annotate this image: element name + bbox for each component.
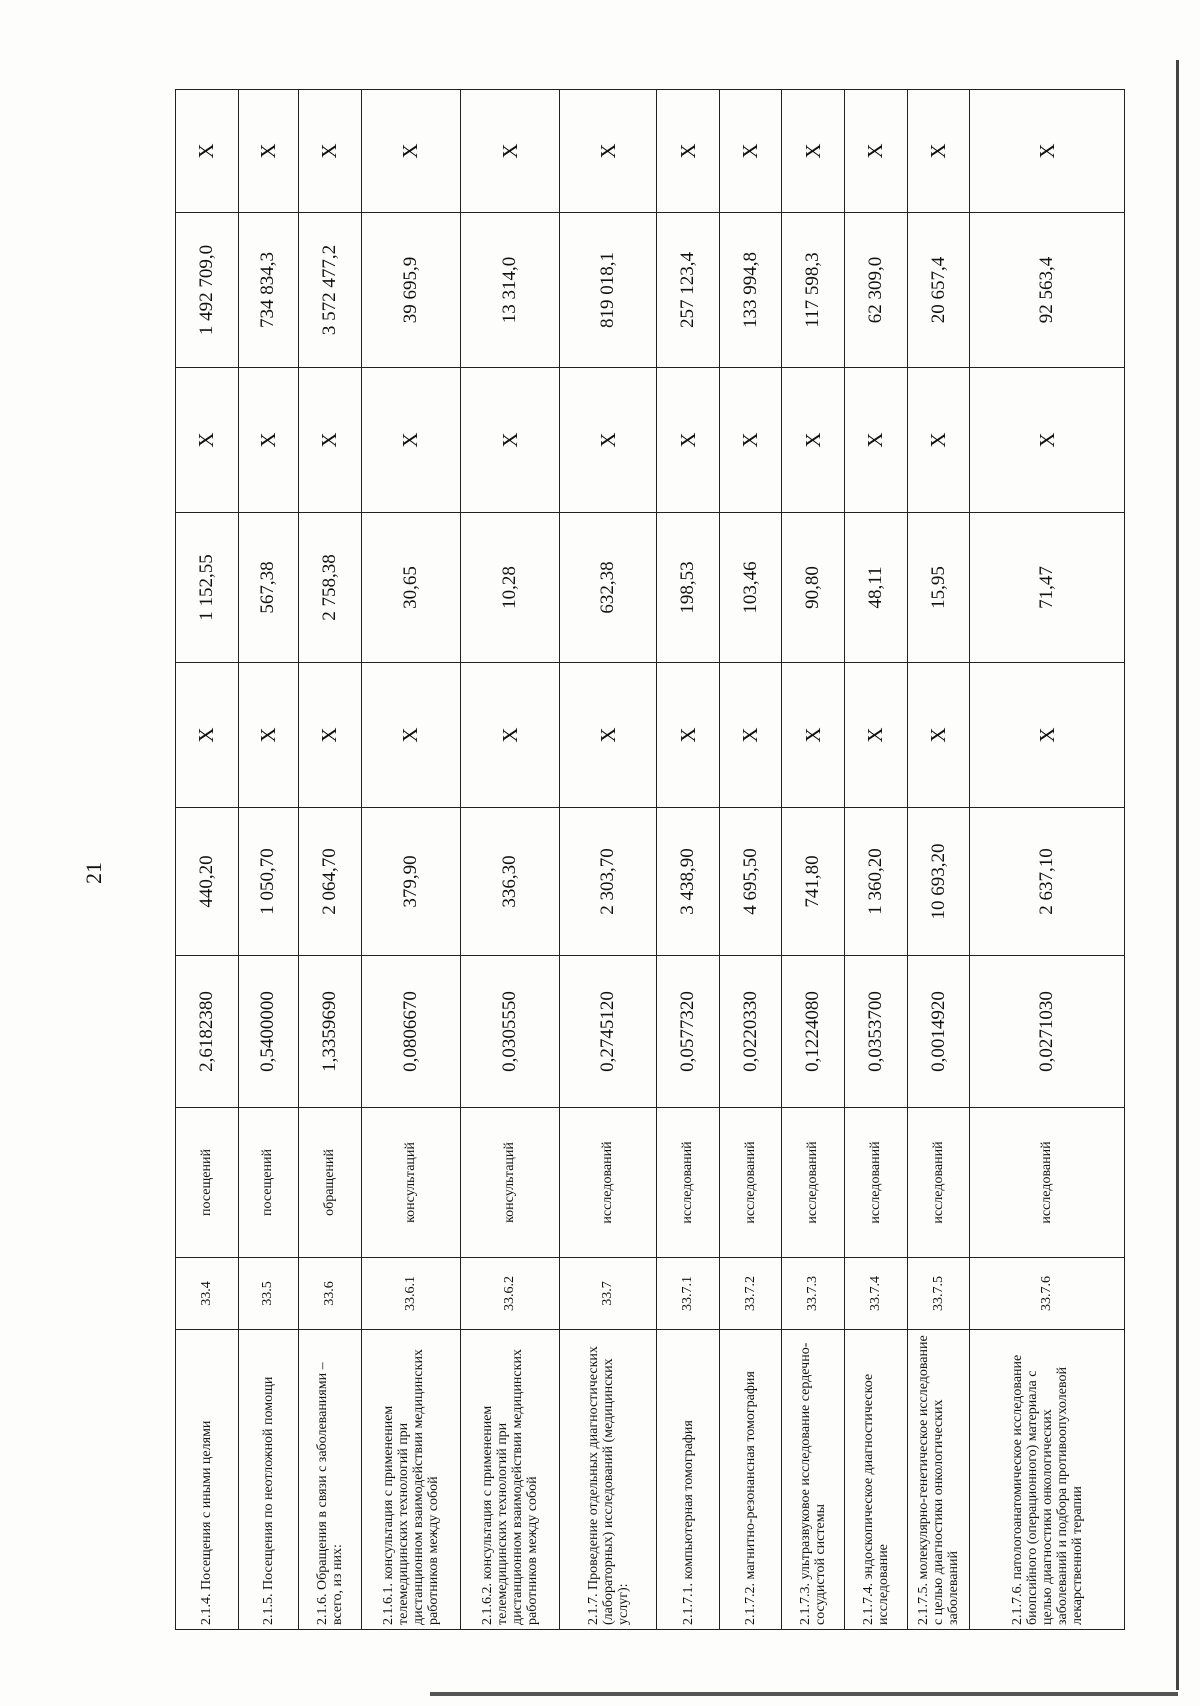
row-per-capita-cell: 1 152,55 [176,513,239,663]
row-volume-cell: 0,0305550 [460,956,559,1108]
row-total-cell: 13 314,0 [460,213,559,368]
row-per-capita-cell: 71,47 [970,513,1125,663]
row-unit-cell: посещений [238,1108,299,1258]
row-unit-cell: посещений [176,1108,239,1258]
table-row [460,90,559,1630]
row-name-cell: 2.1.7.3. ультразвуковое исследование сердечно-сосудистой системы [782,1330,845,1630]
row-x-cell: X [176,663,239,808]
row-x-cell: X [176,90,239,213]
row-name-cell: 2.1.7.5. молекулярно-генетическое исследование с целью диагностики онкологических заболеваний [907,1330,970,1630]
row-x-cell: X [176,368,239,513]
row-x-cell: X [970,368,1125,513]
row-x-cell: X [970,663,1125,808]
row-total-cell: 39 695,9 [361,213,460,368]
row-name-cell: 2.1.7.1. компьютерная томография [657,1330,720,1630]
row-unit-cell: исследований [657,1108,720,1258]
row-per-capita-cell: 10,28 [460,513,559,663]
row-x-cell: X [719,368,782,513]
row-code-cell: 33.7 [560,1258,657,1330]
row-x-cell: X [657,90,720,213]
row-x-cell: X [560,368,657,513]
row-per-capita-cell: 90,80 [782,513,845,663]
row-code-cell: 33.7.4 [845,1258,908,1330]
row-volume-cell: 0,0014920 [907,956,970,1108]
row-code-cell: 33.7.3 [782,1258,845,1330]
row-unit-cell: исследований [782,1108,845,1258]
row-unit-cell: исследований [560,1108,657,1258]
row-unit-cell: обращений [299,1108,362,1258]
table-row [907,90,970,1630]
row-per-capita-cell: 632,38 [560,513,657,663]
scan-edge-right [1176,60,1179,1690]
row-x-cell: X [560,90,657,213]
row-x-cell: X [238,663,299,808]
row-name-cell: 2.1.6.2. консультация с применением телемедицинских технологий при дистанционном взаимодействии медицинских работников между собой [460,1330,559,1630]
row-unit-cell: исследований [719,1108,782,1258]
table-row [657,90,720,1630]
row-name-cell: 2.1.7.2. магнитно-резонансная томография [719,1330,782,1630]
row-unit-cell: исследований [907,1108,970,1258]
row-x-cell: X [560,663,657,808]
row-x-cell: X [845,90,908,213]
row-code-cell: 33.7.6 [970,1258,1125,1330]
row-x-cell: X [460,90,559,213]
row-x-cell: X [845,663,908,808]
row-name-cell: 2.1.7.4. эндоскопическое диагностическое исследование [845,1330,908,1630]
row-code-cell: 33.4 [176,1258,239,1330]
row-volume-cell: 0,0220330 [719,956,782,1108]
row-cost-cell: 379,90 [361,808,460,956]
row-x-cell: X [907,663,970,808]
row-code-cell: 33.7.5 [907,1258,970,1330]
row-total-cell: 1 492 709,0 [176,213,239,368]
row-x-cell: X [460,368,559,513]
row-cost-cell: 10 693,20 [907,808,970,956]
row-x-cell: X [238,90,299,213]
row-x-cell: X [719,90,782,213]
row-code-cell: 33.5 [238,1258,299,1330]
row-total-cell: 3 572 477,2 [299,213,362,368]
row-x-cell: X [361,368,460,513]
row-total-cell: 92 563,4 [970,213,1125,368]
row-total-cell: 133 994,8 [719,213,782,368]
row-name-cell: 2.1.6.1. консультация с применением телемедицинских технологий при дистанционном взаимодействии медицинских работников между собой [361,1330,460,1630]
row-cost-cell: 2 637,10 [970,808,1125,956]
row-x-cell: X [907,90,970,213]
row-cost-cell: 2 064,70 [299,808,362,956]
row-volume-cell: 0,0577320 [657,956,720,1108]
table-row [782,90,845,1630]
row-code-cell: 33.7.2 [719,1258,782,1330]
row-x-cell: X [782,368,845,513]
row-cost-cell: 336,30 [460,808,559,956]
row-per-capita-cell: 198,53 [657,513,720,663]
row-unit-cell: исследований [845,1108,908,1258]
row-code-cell: 33.6.1 [361,1258,460,1330]
row-per-capita-cell: 103,46 [719,513,782,663]
row-x-cell: X [460,663,559,808]
row-per-capita-cell: 2 758,38 [299,513,362,663]
table-row [176,90,239,1630]
rotated-table-container [175,90,1125,1630]
row-x-cell: X [907,368,970,513]
row-name-cell: 2.1.5. Посещения по неотложной помощи [238,1330,299,1630]
row-x-cell: X [361,90,460,213]
row-cost-cell: 4 695,50 [719,808,782,956]
row-cost-cell: 3 438,90 [657,808,720,956]
row-code-cell: 33.6.2 [460,1258,559,1330]
row-total-cell: 117 598,3 [782,213,845,368]
row-x-cell: X [719,663,782,808]
row-name-cell: 2.1.7.6. патологоанатомическое исследование биопсийного (операционного) материала с целью диагностики онкологических заболеваний и подбора противоопухолевой лекарственной терапии [970,1330,1125,1630]
row-x-cell: X [238,368,299,513]
row-x-cell: X [299,663,362,808]
row-x-cell: X [299,90,362,213]
row-volume-cell: 0,2745120 [560,956,657,1108]
table-row [560,90,657,1630]
row-cost-cell: 1 050,70 [238,808,299,956]
table-row [845,90,908,1630]
page-number: 21 [81,862,106,884]
row-total-cell: 819 018,1 [560,213,657,368]
row-per-capita-cell: 15,95 [907,513,970,663]
row-cost-cell: 741,80 [782,808,845,956]
row-per-capita-cell: 30,65 [361,513,460,663]
row-per-capita-cell: 567,38 [238,513,299,663]
table-row [299,90,362,1630]
row-unit-cell: исследований [970,1108,1125,1258]
row-cost-cell: 1 360,20 [845,808,908,956]
row-x-cell: X [361,663,460,808]
scan-edge-bottom [430,1692,1178,1696]
row-volume-cell: 0,5400000 [238,956,299,1108]
table-row [719,90,782,1630]
row-per-capita-cell: 48,11 [845,513,908,663]
row-unit-cell: консультаций [361,1108,460,1258]
rotated-table-frame [175,90,1125,1630]
table-row [361,90,460,1630]
row-x-cell: X [657,368,720,513]
row-total-cell: 734 834,3 [238,213,299,368]
row-total-cell: 20 657,4 [907,213,970,368]
tariff-table [175,89,1125,1630]
row-volume-cell: 0,1224080 [782,956,845,1108]
row-total-cell: 62 309,0 [845,213,908,368]
row-name-cell: 2.1.7. Проведение отдельных диагностических (лабораторных) исследований (медицинских услуг): [560,1330,657,1630]
row-x-cell: X [657,663,720,808]
row-name-cell: 2.1.6. Обращения в связи с заболеваниями – всего, из них: [299,1330,362,1630]
table-row [970,90,1125,1630]
row-volume-cell: 0,0271030 [970,956,1125,1108]
row-cost-cell: 2 303,70 [560,808,657,956]
row-cost-cell: 440,20 [176,808,239,956]
row-volume-cell: 1,3359690 [299,956,362,1108]
row-volume-cell: 0,0353700 [845,956,908,1108]
row-x-cell: X [299,368,362,513]
table-row [238,90,299,1630]
row-code-cell: 33.6 [299,1258,362,1330]
row-total-cell: 257 123,4 [657,213,720,368]
row-x-cell: X [970,90,1125,213]
row-volume-cell: 2,6182380 [176,956,239,1108]
row-x-cell: X [845,368,908,513]
row-x-cell: X [782,90,845,213]
row-code-cell: 33.7.1 [657,1258,720,1330]
row-name-cell: 2.1.4. Посещения с иными целями [176,1330,239,1630]
row-volume-cell: 0,0806670 [361,956,460,1108]
row-x-cell: X [782,663,845,808]
row-unit-cell: консультаций [460,1108,559,1258]
